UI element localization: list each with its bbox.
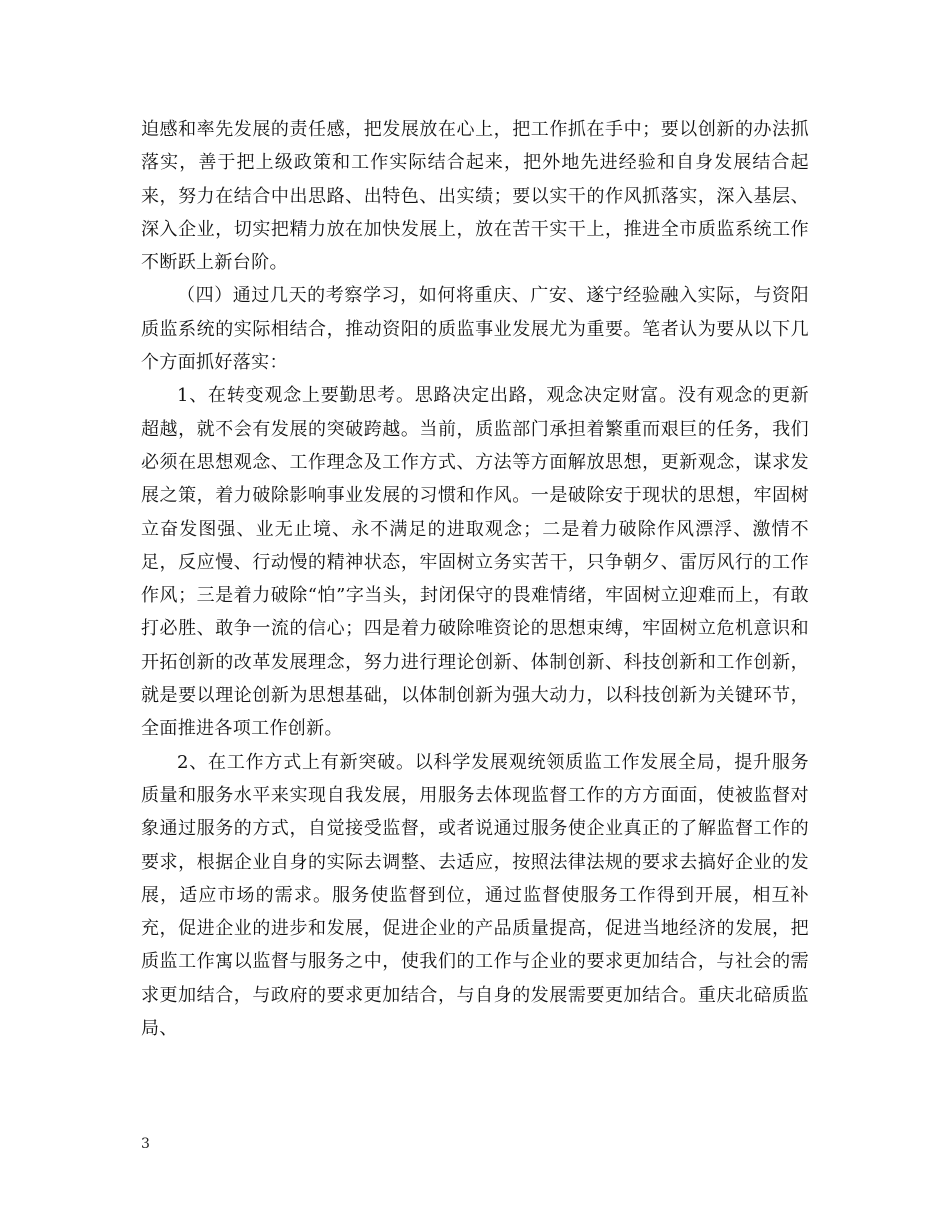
paragraph-point-two: 2、在工作方式上有新突破。以科学发展观统领质监工作发展全局，提升服务质量和服务水平来实现自我发展，用服务去体现监督工作的方方面面，使被监督对象通过服务的方式，自觉接受监督，或者说通过服务使企业真正的了解监督工作的要求，根据企业自身的实际去调整、去适应，按照法律法规的要求去搞好企业的发展，适应市场的需求。服务使监督到位，通过监督使服务工作得到开展，相互补充，促进企业的进步和发展，促进企业的产品质量提高，促进当地经济的发展，把质监工作寓以监督与服务之中，使我们的工作与企业的要求更加结合，与社会的需求更加结合，与政府的要求更加结合，与自身的发展需要更加结合。重庆北碚质监局、 — [141, 751, 809, 1040]
paragraph-continuation: 迫感和率先发展的责任感，把发展放在心上，把工作抓在手中；要以创新的办法抓落实，善于把上级政策和工作实际结合起来，把外地先进经验和自身发展结合起来，努力在结合中出思路、出特色、出实绩；要以实干的作风抓落实，深入基层、深入企业，切实把精力放在加快发展上，放在苦干实干上，推进全市质监系统工作不断跃上新台阶。 — [141, 119, 809, 274]
document-body — [141, 113, 809, 1045]
paragraph-point-one: 1、在转变观念上要勤思考。思路决定出路，观念决定财富。没有观念的更新超越，就不会有发展的突破跨越。当前，质监部门承担着繁重而艰巨的任务，我们必须在思想观念、工作理念及工作方式、方法等方面解放思想，更新观念，谋求发展之策，着力破除影响事业发展的习惯和作风。一是破除安于现状的思想，牢固树立奋发图强、业无止境、永不满足的进取观念；二是着力破除作风漂浮、激情不足，反应慢、行动慢的精神状态，牢固树立务实苦干，只争朝夕、雷厉风行的工作作风；三是着力破除“怕”字当头，封闭保守的畏难情绪，牢固树立迎难而上，有敢打必胜、敢争一流的信心；四是着力破除唯资论的思想束缚，牢固树立危机意识和开拓创新的改革发展理念，努力进行理论创新、体制创新、科技创新和工作创新，就是要以理论创新为思想基础，以体制创新为强大动力，以科技创新为关键环节，全面推进各项工作创新。 — [141, 385, 809, 740]
page-number: 3 — [141, 1136, 150, 1152]
paragraph-section-four: （四）通过几天的考察学习，如何将重庆、广安、遂宁经验融入实际，与资阳质监系统的实际相结合，推动资阳的质监事业发展尤为重要。笔者认为要从以下几个方面抓好落实： — [141, 285, 809, 374]
